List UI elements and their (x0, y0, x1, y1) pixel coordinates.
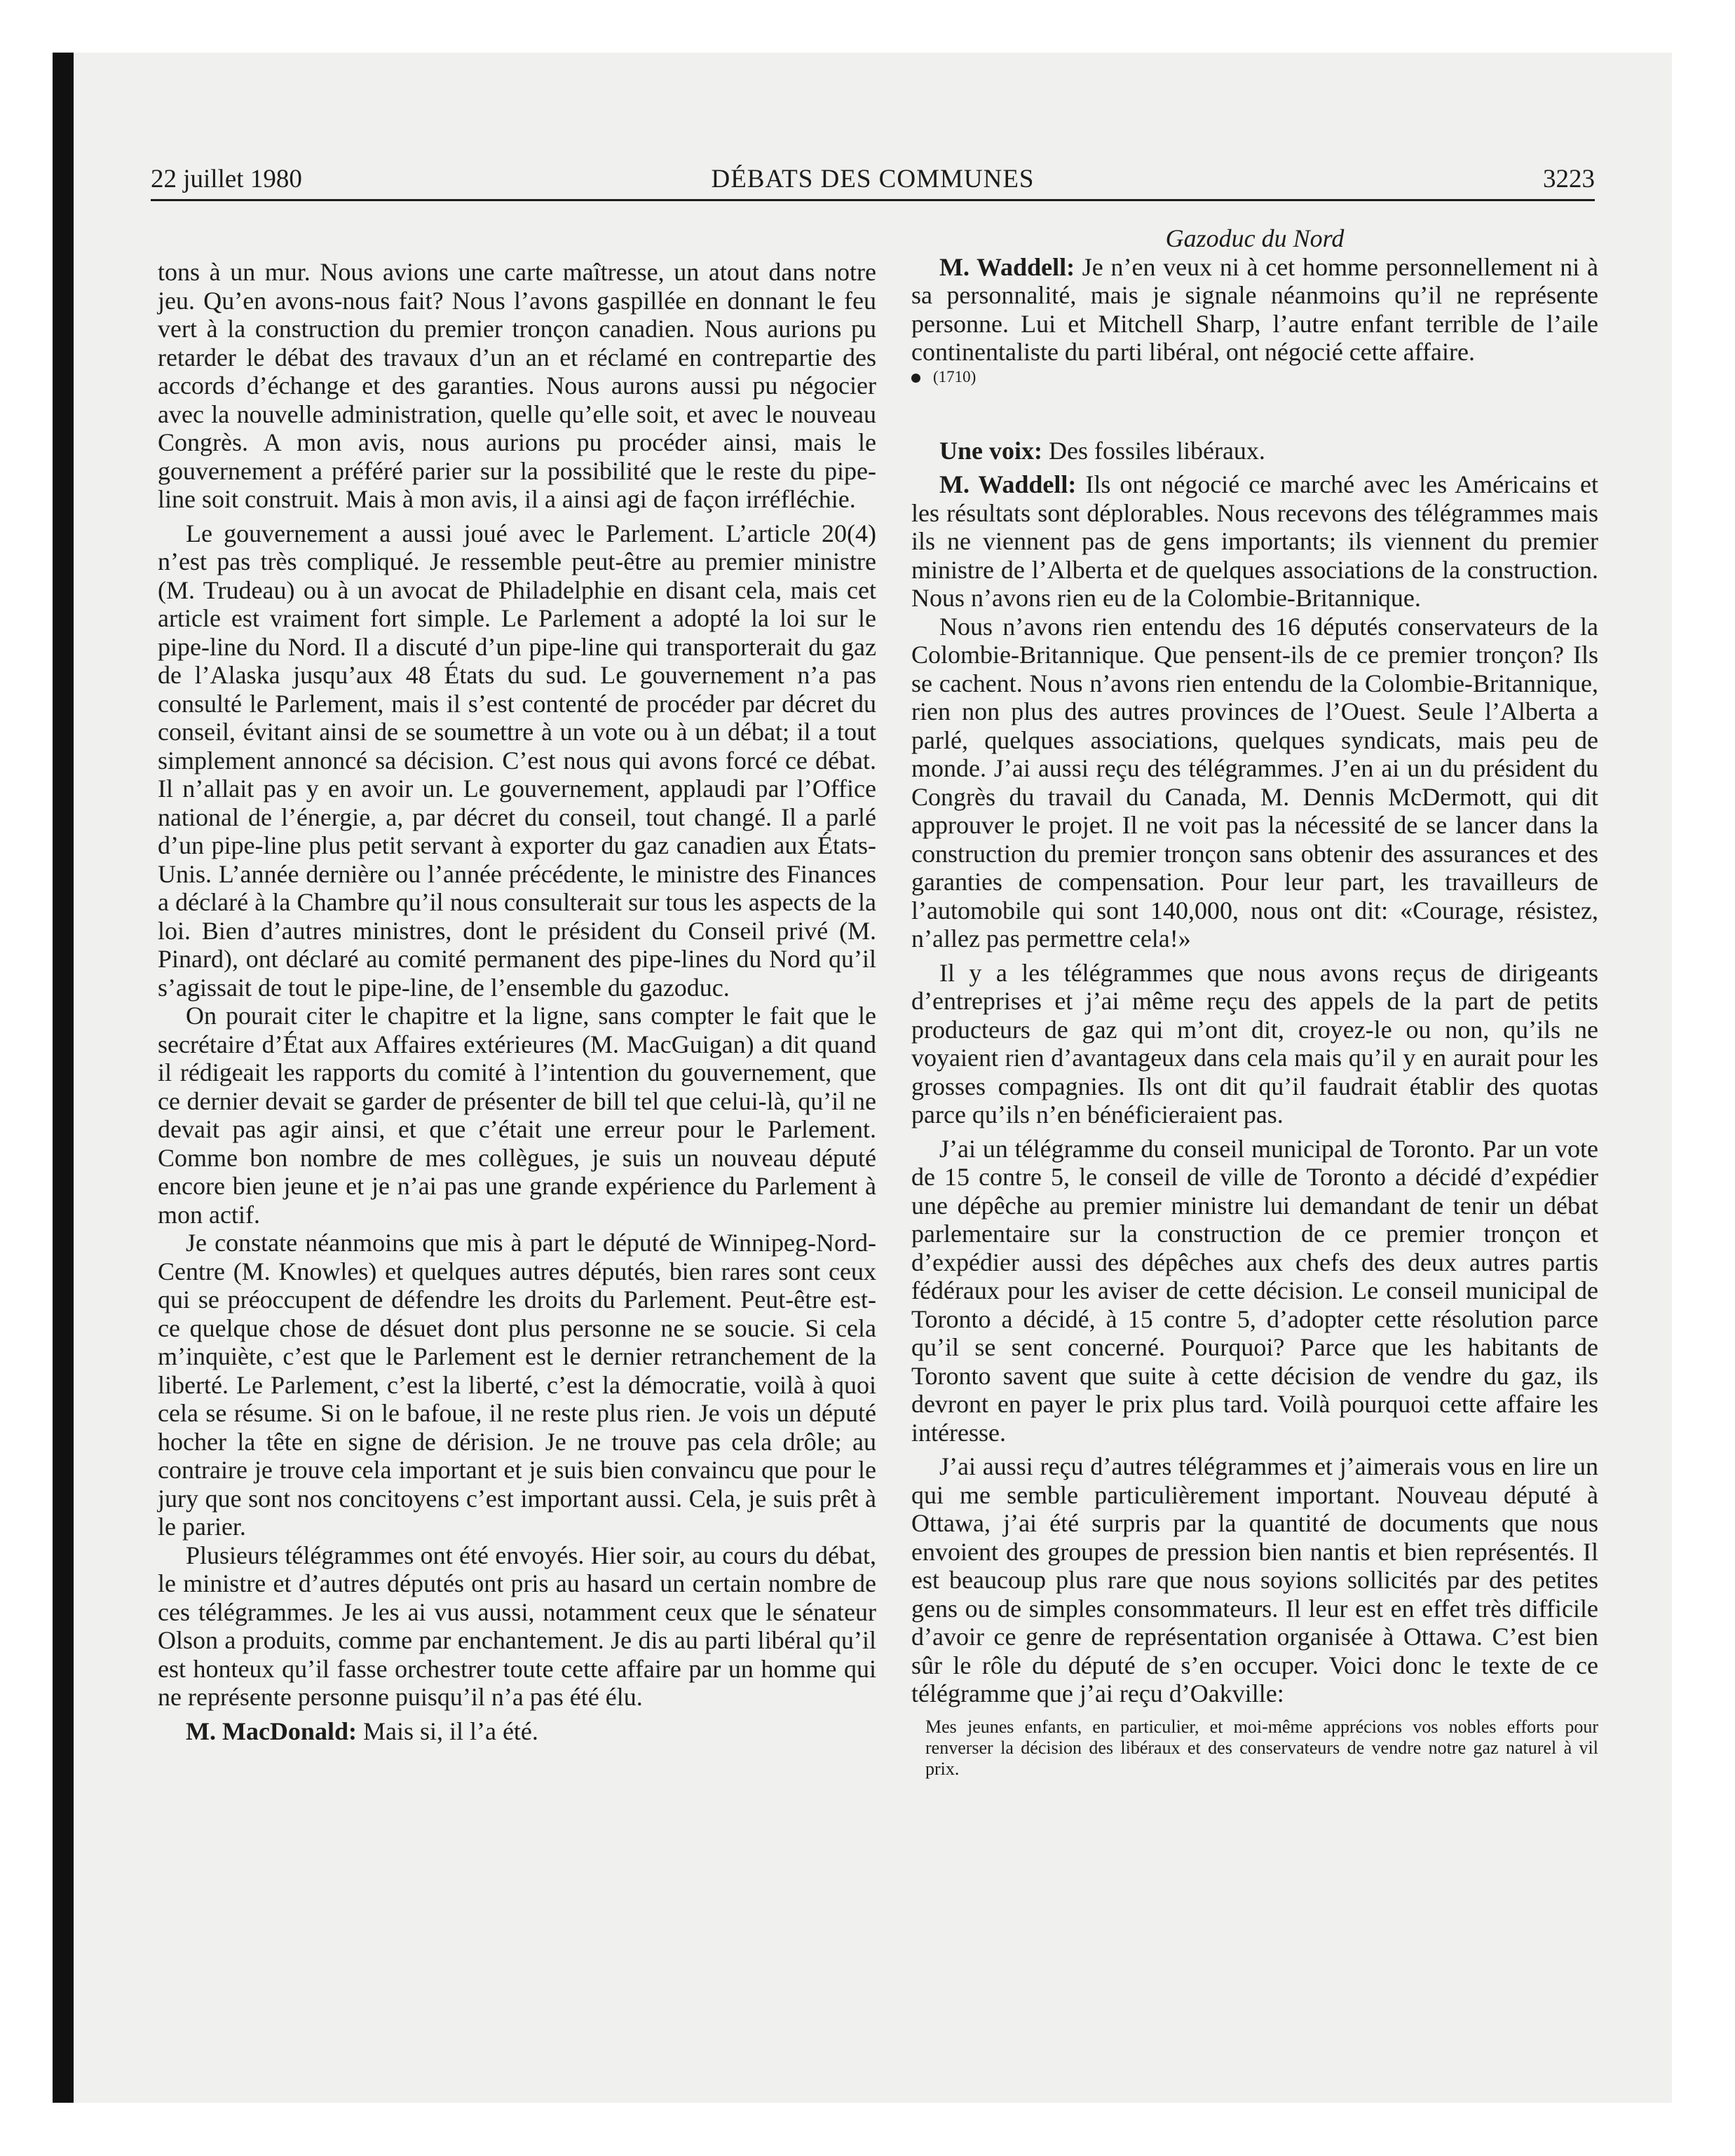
running-head: Gazoduc du Nord (1165, 224, 1345, 252)
time-stamp: (1710) (933, 367, 977, 386)
speaker-name: M. Waddell: (939, 470, 1077, 498)
speaker-paragraph (158, 1717, 876, 1746)
speech-text: Je n’en veux ni à cet homme personnellement ni à sa personnalité, mais je signale néanmoins qu’il ne représente personne. Lui et Mitchell Sharp, l’autre enfant terrible de l’aile continentaliste du parti libéral, ont négocié cette affaire. (911, 252, 1598, 366)
paragraph: Je constate néanmoins que mis à part le député de Winnipeg-Nord-Centre (M. Knowles) et quelques autres députés, bien rares sont ceux qui se préoccupent de défendre les droits du Parlement. Peut-être est-ce quelque chose de désuet dont plus personne ne se soucie. Si cela m’inquiète, c’est que le Parlement est le dernier retranchement de la liberté. Le Parlement, c’est la liberté, c’est la démocratie, voilà à quoi cela se résume. Si on le bafoue, il ne reste plus rien. Je vois un député hocher la tête en signe de dérision. Je ne trouve pas cela drôle; au contraire je trouve cela important et je suis bien convaincu que pour le jury que sont nos concitoyens c’est important aussi. Cela, je suis prêt à le parier. (158, 1229, 876, 1541)
paragraph: On pourait citer le chapitre et la ligne, sans compter le fait que le secrétaire d’État aux Affaires extérieures (M. MacGuigan) a dit quand il rédigeait les rapports du comité à l’intention du gouvernement, que ce dernier devait se garder de présenter de bill tel que celui-là, qu’il ne devait pas agir ainsi, et que c’était une erreur pour le Parlement. Comme bon nombre de mes collègues, je suis un nouveau député encore bien jeune et je n’ai pas une grande expérience du Parlement à mon actif. (158, 1002, 876, 1229)
speech-text: Mais si, il l’a été. (356, 1717, 538, 1745)
paragraph: tons à un mur. Nous avions une carte maîtresse, un atout dans notre jeu. Qu’en avons-nous fait? Nous l’avons gaspillée en donnant le feu vert à la construction du premier tronçon canadien. Nous aurions pu retarder le débat des travaux d’un an et réclamé en contrepartie des accords d’échange et des garanties. Nous aurons aussi pu négocier avec la nouvelle administration, quelle qu’elle soit, et avec le nouveau Congrès. A mon avis, nous aurions pu procéder ainsi, mais le gouvernement a préféré parier sur la possibilité que le reste du pipe-line soit construit. Mais à mon avis, il a ainsi agi de façon irréfléchie. (158, 258, 876, 513)
speaker-paragraph (911, 253, 1598, 367)
paragraph: Plusieurs télégrammes ont été envoyés. Hier soir, au cours du débat, le ministre et d’autres députés ont pris au hasard un certain nombre de ces télégrammes. Je les ai vus aussi, notamment ceux que le sénateur Olson a produits, comme par enchantement. Je dis au parti libéral qu’il est honteux qu’il fasse orchestrer toute cette affaire par un homme qui ne représente personne puisqu’il n’a pas été élu. (158, 1541, 876, 1711)
scan-edge-bar (53, 53, 74, 2103)
speaker-name: M. MacDonald: (186, 1717, 357, 1745)
speaker-paragraph (911, 437, 1598, 465)
paragraph: Nous n’avons rien entendu des 16 députés conservateurs de la Colombie-Britannique. Que pensent-ils de ce premier tronçon? Ils se cachent. Nous n’avons rien entendu de la Colombie-Britannique, rien non plus des autres provinces de l’Ouest. Seule l’Alberta a parlé, quelques associations, quelques syndicats, mais peu de monde. J’ai aussi reçu des télégrammes. J’en ai un du président du Congrès du travail du Canada, M. Dennis McDermott, qui dit approuver le projet. Il ne voit pas la nécessité de se lancer dans la construction du premier tronçon sans obtenir des assurances et des garanties de compensation. Pour leur part, les travailleurs de l’automobile qui sont 140,000, nous ont dit: «Courage, résistez, n’allez pas permettre cela!» (911, 612, 1598, 953)
paragraph: J’ai un télégramme du conseil municipal de Toronto. Par un vote de 15 contre 5, le conseil de ville de Toronto a décidé d’expédier une dépêche au premier ministre lui demandant de tenir un débat parlementaire sur la construction de ce premier tronçon et d’expédier aussi des dépêches aux chefs des deux autres partis fédéraux pour les aviser de cette décision. Le conseil municipal de Toronto a décidé, à 15 contre 5, d’adopter cette résolution parce qu’il se sent concerné. Pourquoi? Parce que les habitants de Toronto savent que suite à cette décision de vendre du gaz, ils devront en payer le prix plus tard. Voilà pourquoi cette affaire les intéresse. (911, 1134, 1598, 1447)
right-column (911, 224, 1598, 1780)
paragraph: J’ai aussi reçu d’autres télégrammes et j’aimerais vous en lire un qui me semble particulièrement important. Nouveau député à Ottawa, j’ai été surpris par la quantité de documents que nous envoient des groupes de pression bien nantis et bien représentés. Il est beaucoup plus rare que nous soyions sollicités par des petites gens ou de simples consommateurs. Il leur est en effet très difficile d’avoir ce genre de représentation organisée à Ottawa. C’est bien sûr le rôle du député de s’en occuper. Voici donc le texte de ce télégramme que j’ai reçu d’Oakville: (911, 1452, 1598, 1707)
speaker-paragraph (911, 470, 1598, 613)
speaker-name: Une voix: (939, 436, 1042, 465)
speech-text: Ils ont négocié ce marché avec les Américains et les résultats sont déplorables. Nous recevons des télégrammes mais ils ne viennent pas de gens importants; ils viennent du premier ministre de l’Alberta et de quelques associations de la construction. Nous n’avons rien eu de la Colombie-Britannique. (911, 470, 1598, 612)
paragraph: Le gouvernement a aussi joué avec le Parlement. L’article 20(4) n’est pas très compliqué. Je ressemble peut-être au premier ministre (M. Trudeau) ou à un avocat de Philadelphie en disant cela, mais cet article est vraiment fort simple. Le Parlement a adopté la loi sur le pipe-line du Nord. Il a discuté d’un pipe-line qui transporterait du gaz de l’Alaska jusqu’aux 48 États du sud. Le gouvernement n’a pas consulté le Parlement, mais il s’est contenté de procéder par décret du conseil, évitant ainsi de se soumettre à un vote ou à un débat; il a tout simplement annoncé sa décision. C’est nous qui avons forcé ce débat. Il n’allait pas y en avoir un. Le gouvernement, applaudi par l’Office national de l’énergie, a, par décret du conseil, tout changé. Il a parlé d’un pipe-line plus petit servant à exporter du gaz canadien aux États-Unis. L’année dernière ou l’année précédente, le ministre des Finances a déclaré à la Chambre qu’il nous consulterait sur tous les aspects de la loi. Bien d’autres ministres, dont le président du Conseil privé (M. Pinard), ont déclaré au comité permanent des pipe-lines du Nord qu’il s’agissait de tout le pipe-line, de l’ensemble du gazoduc. (158, 519, 876, 1002)
page-number: 3223 (1543, 165, 1595, 193)
bullet-dot-icon (911, 374, 920, 383)
page-header (151, 164, 1595, 199)
quoted-telegram: Mes jeunes enfants, en particulier, et moi-même apprécions vos nobles efforts pour renverser la décision des libéraux et des conservateurs de vendre notre gaz naturel à vil prix. (925, 1716, 1598, 1779)
speaker-name: M. Waddell: (939, 252, 1075, 281)
header-title: DÉBATS DES COMMUNES (711, 165, 1035, 193)
header-rule (151, 199, 1595, 201)
speech-text: Des fossiles libéraux. (1042, 436, 1265, 465)
time-marker (911, 367, 1598, 388)
left-column (158, 258, 876, 1745)
paragraph: Il y a les télégrammes que nous avons reçus de dirigeants d’entreprises et j’ai même reçu des appels de la part de petits producteurs de gaz qui m’ont dit, croyez-le ou non, qu’ils ne voyaient rien d’avantageux dans cela mais qu’il y en aurait pour les grosses compagnies. Ils ont dit qu’il faudrait établir des quotas parce qu’ils n’en bénéficieraient pas. (911, 958, 1598, 1128)
header-date: 22 juillet 1980 (151, 165, 302, 193)
